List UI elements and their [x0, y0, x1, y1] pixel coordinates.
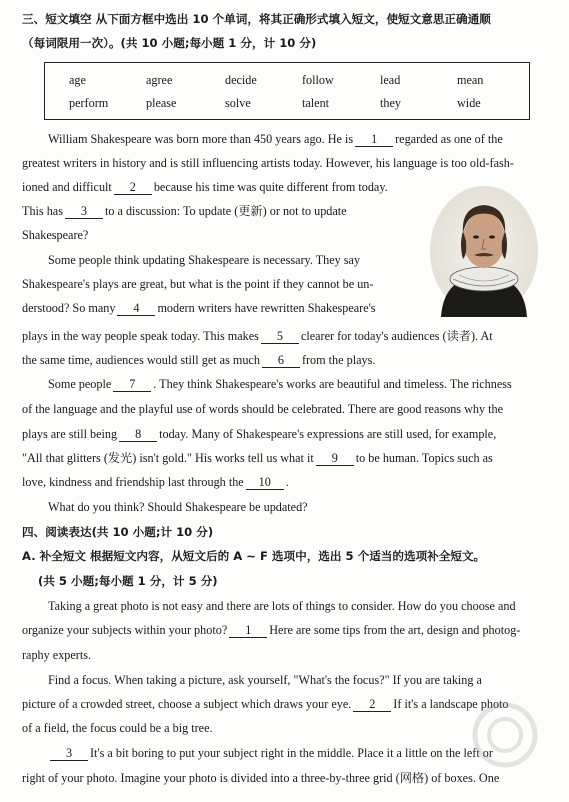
passage-line: love, kindness and friendship last through the 10 .	[22, 475, 289, 489]
passage-line: of the language and the playful use of words should be celebrated. There are good reasons why the	[22, 402, 504, 416]
passage-line: greatest writers in history and is still influencing artists today. However, his language is too old-fash-	[22, 156, 514, 170]
section3-title-cont: （每词限用一次）。(共 10 小题;每小题 1 分，计 10 分)	[22, 36, 317, 50]
passage-line: plays are still being 8 today. Many of Shakespeare's expressions are still used, for example,	[22, 427, 497, 441]
word-agree: agree	[146, 73, 173, 87]
word-solve: solve	[225, 96, 251, 110]
blank-5: 5	[261, 329, 299, 344]
word-follow: follow	[302, 73, 334, 87]
blank-A3: 3	[50, 746, 88, 761]
passage-line: Some people think updating Shakespeare is necessary. They say	[48, 253, 361, 267]
passage-line: Shakespeare?	[22, 228, 89, 242]
passage-line: plays in the way people speak today. This makes 5 clearer for today's audiences (读者). At	[22, 329, 493, 343]
passageA-line: of a field, the focus could be a big tree.	[22, 721, 213, 735]
passage-line: the same time, audiences would still get as much 6 from the plays.	[22, 353, 376, 367]
passage-line: Shakespeare's plays are great, but what is the point if they cannot be un-	[22, 277, 374, 291]
passageA-line: 3 It's a bit boring to put your subject right in the middle. Place it a little on the left or	[48, 745, 493, 761]
passageA-line: Taking a great photo is not easy and there are lots of things to consider. How do you choose and	[48, 599, 516, 613]
section3-title: 三、短文填空 从下面方框中选出 10 个单词，将其正确形式填入短文，使短文意思正确通顺	[22, 12, 491, 26]
word-lead: lead	[380, 73, 401, 87]
blank-9: 9	[316, 451, 354, 466]
blank-7: 7	[113, 377, 151, 392]
passageA-line: picture of a crowded street, choose a subject which draws your eye. 2 If it's a landscape photo	[22, 697, 509, 711]
word-box	[44, 62, 530, 120]
passageA-line: raphy experts.	[22, 648, 92, 662]
blank-A1: 1	[229, 623, 267, 638]
word-talent: talent	[302, 96, 330, 110]
section4-partA-title: A. 补全短文 根据短文内容，从短文后的 A ~ F 选项中，选出 5 个适当的选项补全短文。	[22, 549, 486, 563]
blank-8: 8	[119, 427, 157, 442]
word-mean: mean	[457, 73, 484, 87]
watermark-stamp-icon	[470, 700, 540, 770]
blank-3: 3	[65, 204, 103, 219]
passageA-line: organize your subjects within your photo? 1 Here are some tips from the art, design and photog-	[22, 623, 521, 637]
passage-line: This has 3 to a discussion: To update (更新) or not to update	[22, 204, 347, 218]
passage-line: "All that glitters (发光) isn't gold." His works tell us what it 9 to be human. Topics such as	[22, 451, 493, 465]
word-perform: perform	[69, 96, 109, 110]
blank-6: 6	[262, 353, 300, 368]
section4-partA-cont: (共 5 小题;每小题 1 分，计 5 分)	[38, 574, 218, 588]
passage-line: Some people 7 . They think Shakespeare's works are beautiful and timeless. The richness	[48, 377, 512, 391]
passage-line: ioned and difficult 2 because his time was quite different from today.	[22, 180, 388, 194]
passage-line: derstood? So many 4 modern writers have rewritten Shakespeare's	[22, 301, 376, 315]
blank-4: 4	[117, 301, 155, 316]
passageA-line: Find a focus. When taking a picture, ask yourself, "What's the focus?" If you are taking a	[48, 673, 482, 687]
word-decide: decide	[225, 73, 257, 87]
blank-A2: 2	[353, 697, 391, 712]
word-wide: wide	[457, 96, 481, 110]
word-please: please	[146, 96, 177, 110]
shakespeare-portrait-image	[429, 185, 539, 317]
blank-10: 10	[246, 475, 284, 490]
passage-line: William Shakespeare was born more than 450 years ago. He is 1 regarded as one of the	[48, 132, 503, 146]
blank-1: 1	[355, 132, 393, 147]
passageA-line: right of your photo. Imagine your photo is divided into a three-by-three grid (网格) of boxes. One	[22, 771, 500, 785]
word-age: age	[69, 73, 86, 87]
word-they: they	[380, 96, 401, 110]
blank-2: 2	[114, 180, 152, 195]
section4-title: 四、阅读表达(共 10 小题;计 10 分)	[22, 525, 214, 539]
passage-line: What do you think? Should Shakespeare be updated?	[48, 500, 308, 514]
